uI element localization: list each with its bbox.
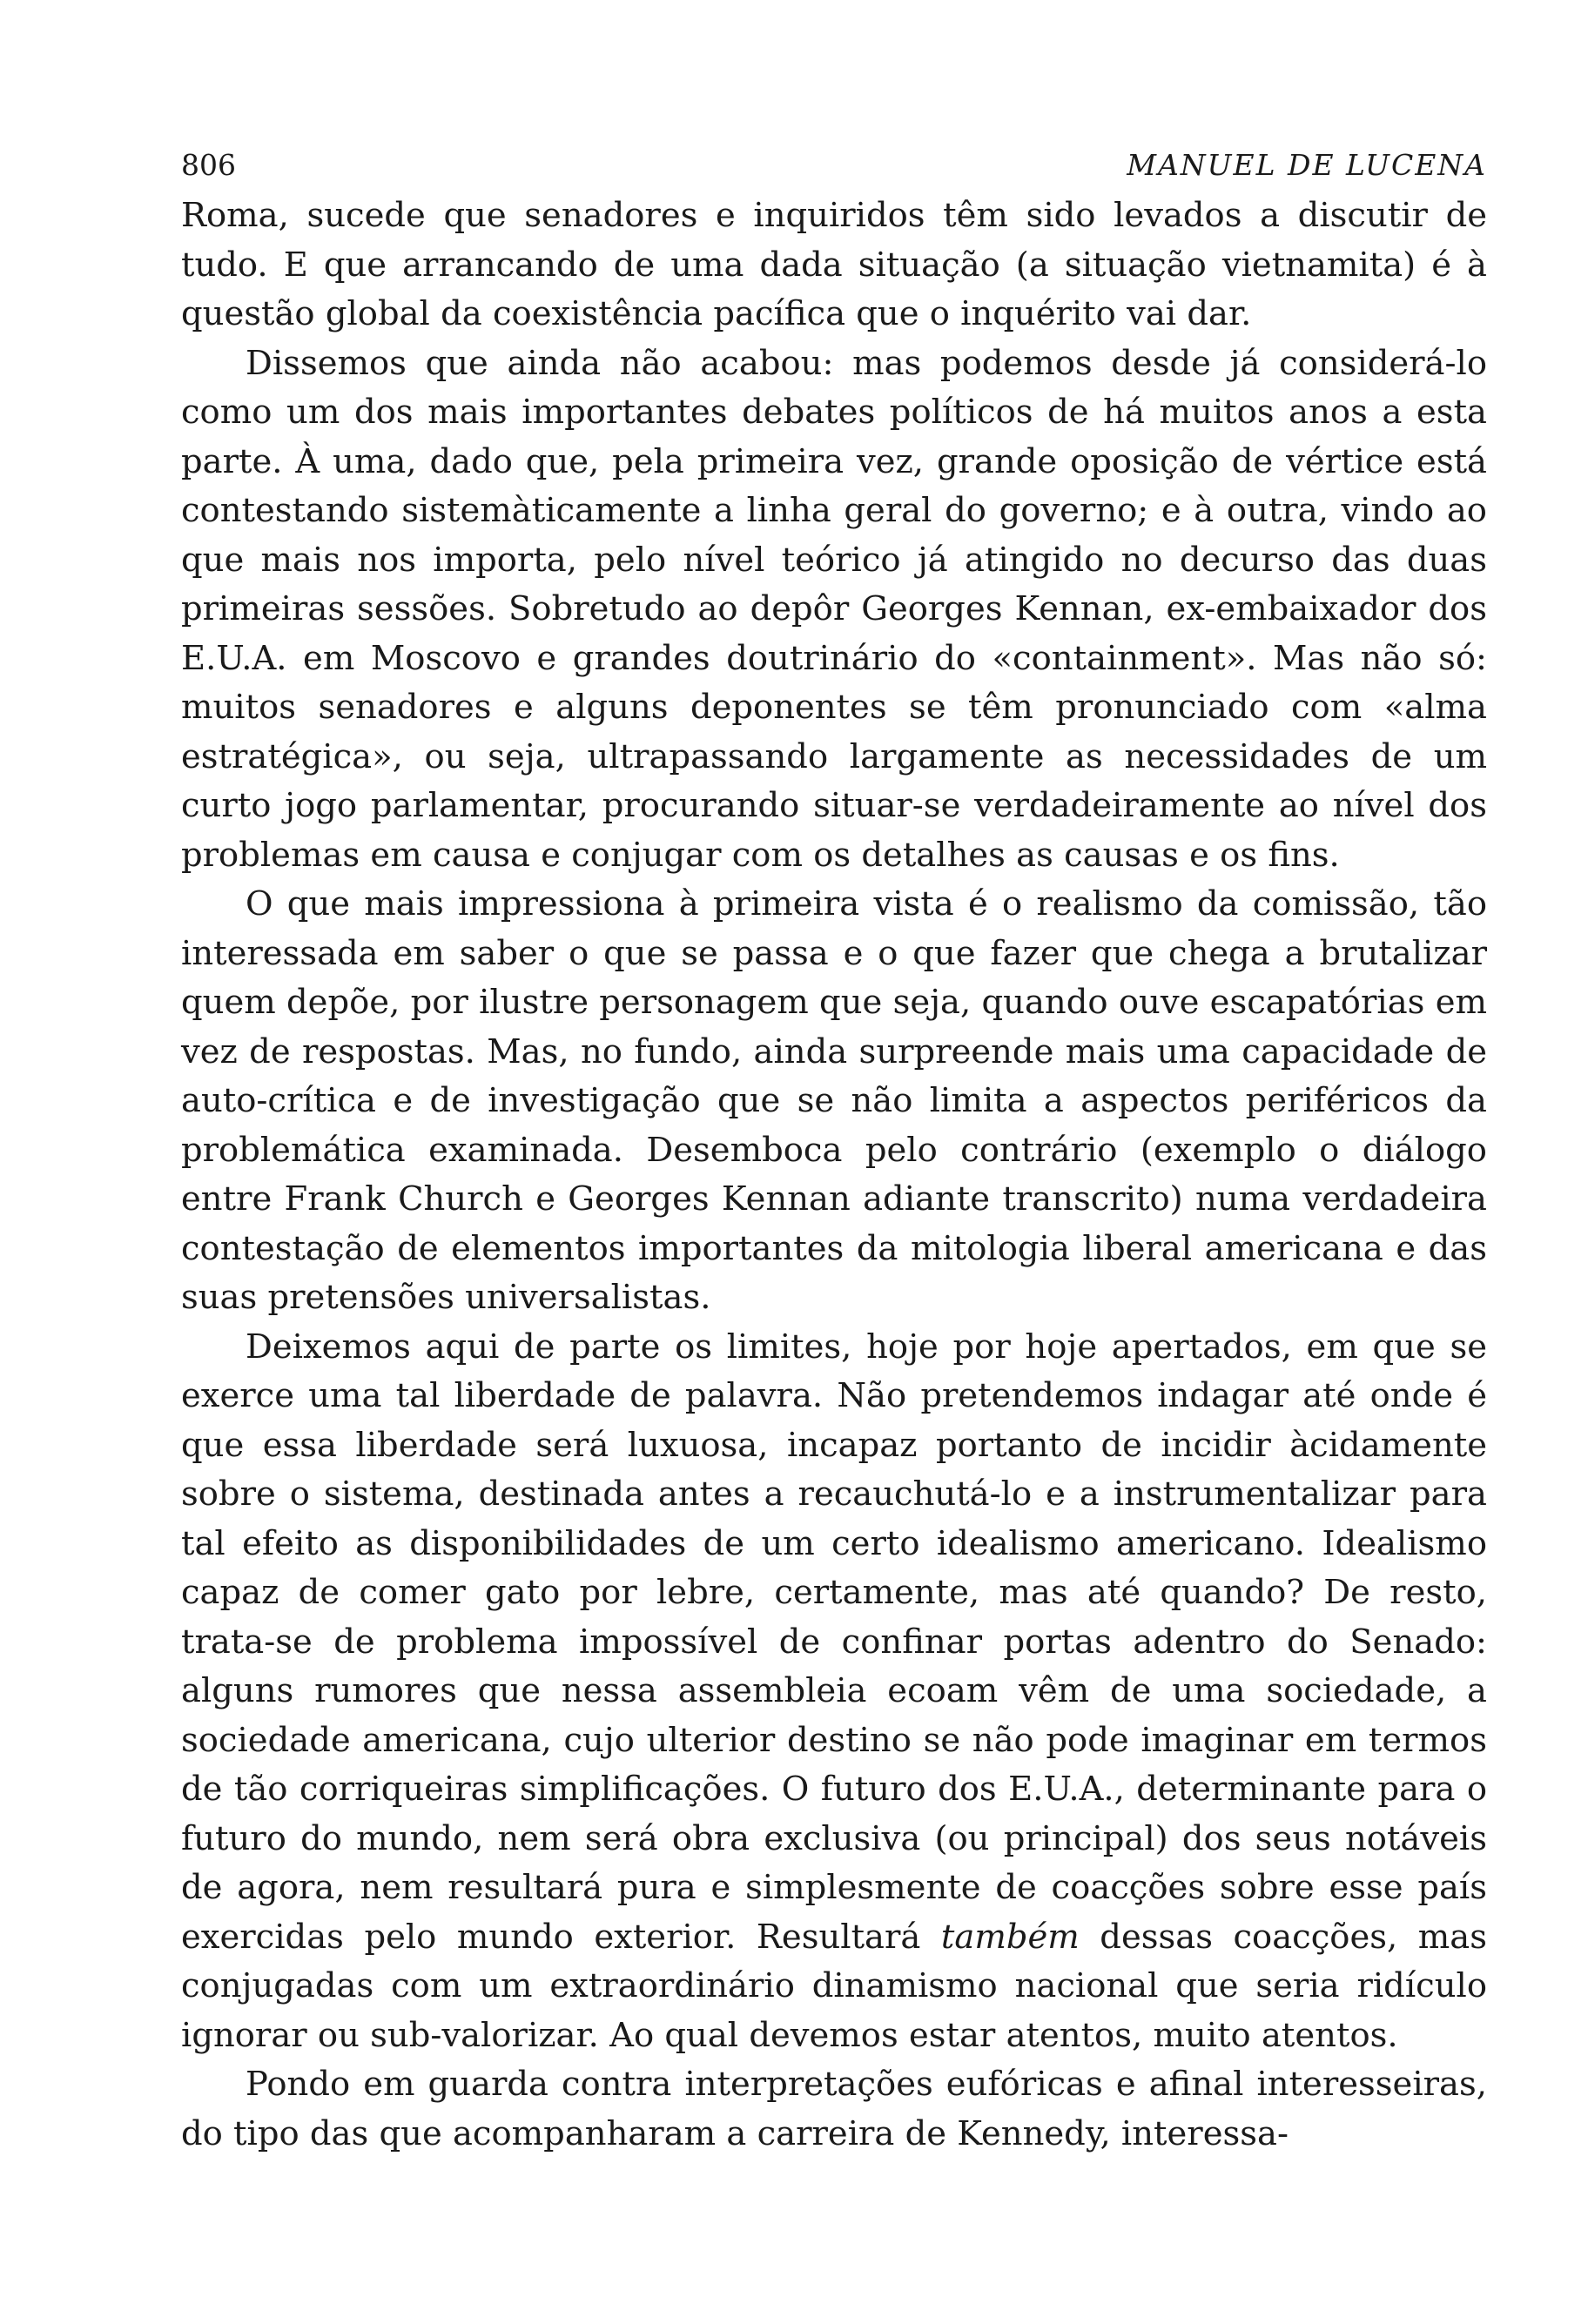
paragraph-3: O que mais impressiona à primeira vista é o realismo da comissão, tão interessada em saber o que se passa e o que fazer que chega a brutalizar quem depõe, por ilustre personagem que seja, quando ouve escapatórias em vez de respostas. Mas, no fundo, ainda surpreende mais uma capacidade de auto-crítica e de investigação que se não limita a aspectos periféricos da problemática examinada. Desemboca pelo contrário (exemplo o diálogo entre Frank Church e Georges Kennan adiante transcrito) numa verdadeira contestação de elementos importantes da mitologia liberal americana e das suas pretensões universalistas. [181, 884, 1487, 1317]
running-header [181, 131, 1487, 191]
paragraph-4-text-before: Deixemos aqui de parte os limites, hoje por hoje apertados, em que se exerce uma tal liberdade de palavra. Não pretendemos indagar até onde é que essa liberdade será luxuosa, incapaz portanto de incidir àcidamente sobre o sistema, destinada antes a recauchutá-lo e a instrumentalizar para tal efeito as disponibilidades de um certo idealismo americano. Idealismo capaz de comer gato por lebre, certamente, mas até quando? De resto, trata-se de problema impossível de confinar portas adentro do Senado: alguns rumores que nessa assembleia ecoam vêm de uma sociedade, a sociedade americana, cujo ulterior destino se não pode imaginar em termos de tão corriqueiras simplificações. O futuro dos E.U.A., determinante para o futuro do mundo, nem será obra exclusiva (ou principal) dos seus notáveis de agora, nem resultará pura e simplesmente de coacções sobre esse país exercidas pelo mundo exterior. Resultará [181, 1327, 1487, 1957]
paragraph-2: Dissemos que ainda não acabou: mas podemos desde já considerá-lo como um dos mais importantes debates políticos de há muitos anos a esta parte. À uma, dado que, pela primeira vez, grande oposição de vértice está contestando sistemàticamente a linha geral do governo; e à outra, vindo ao que mais nos importa, pelo nível teórico já atingido no decurso das duas primeiras sessões. Sobretudo ao depôr Georges Kennan, ex-embaixador dos E.U.A. em Moscovo e grandes doutrinário do «containment». Mas não só: muitos senadores e alguns deponentes se têm pronunciado com «alma estratégica», ou seja, ultrapassando largamente as necessidades de um curto jogo parlamentar, procurando situar-se verdadeiramente ao nível dos problemas em causa e conjugar com os detalhes as causas e os fins. [181, 343, 1487, 875]
page-number: 806 [181, 148, 236, 182]
paragraph-5: Pondo em guarda contra interpretações eufóricas e afinal interesseiras, do tipo das que acompanharam a carreira de Kennedy, interessa- [181, 2065, 1487, 2153]
body-text [181, 191, 1487, 2159]
paragraph-1: Roma, sucede que senadores e inquiridos têm sido levados a discutir de tudo. E que arrancando de uma dada situação (a situação vietnamita) é à questão global da coexistência pacífica que o inquérito vai dar. [181, 196, 1487, 333]
paragraph-4-text-after: dessas coacções, mas conjugadas com um extraordinário dinamismo nacional que seria ridículo ignorar ou sub-valorizar. Ao qual devemos estar atentos, muito atentos. [181, 1917, 1487, 2055]
paragraph-4-emphasis: também [940, 1917, 1080, 1957]
document-page [181, 131, 1487, 2159]
running-title: MANUEL DE LUCENA [1127, 148, 1487, 182]
paragraph-4 [181, 1323, 1487, 2061]
